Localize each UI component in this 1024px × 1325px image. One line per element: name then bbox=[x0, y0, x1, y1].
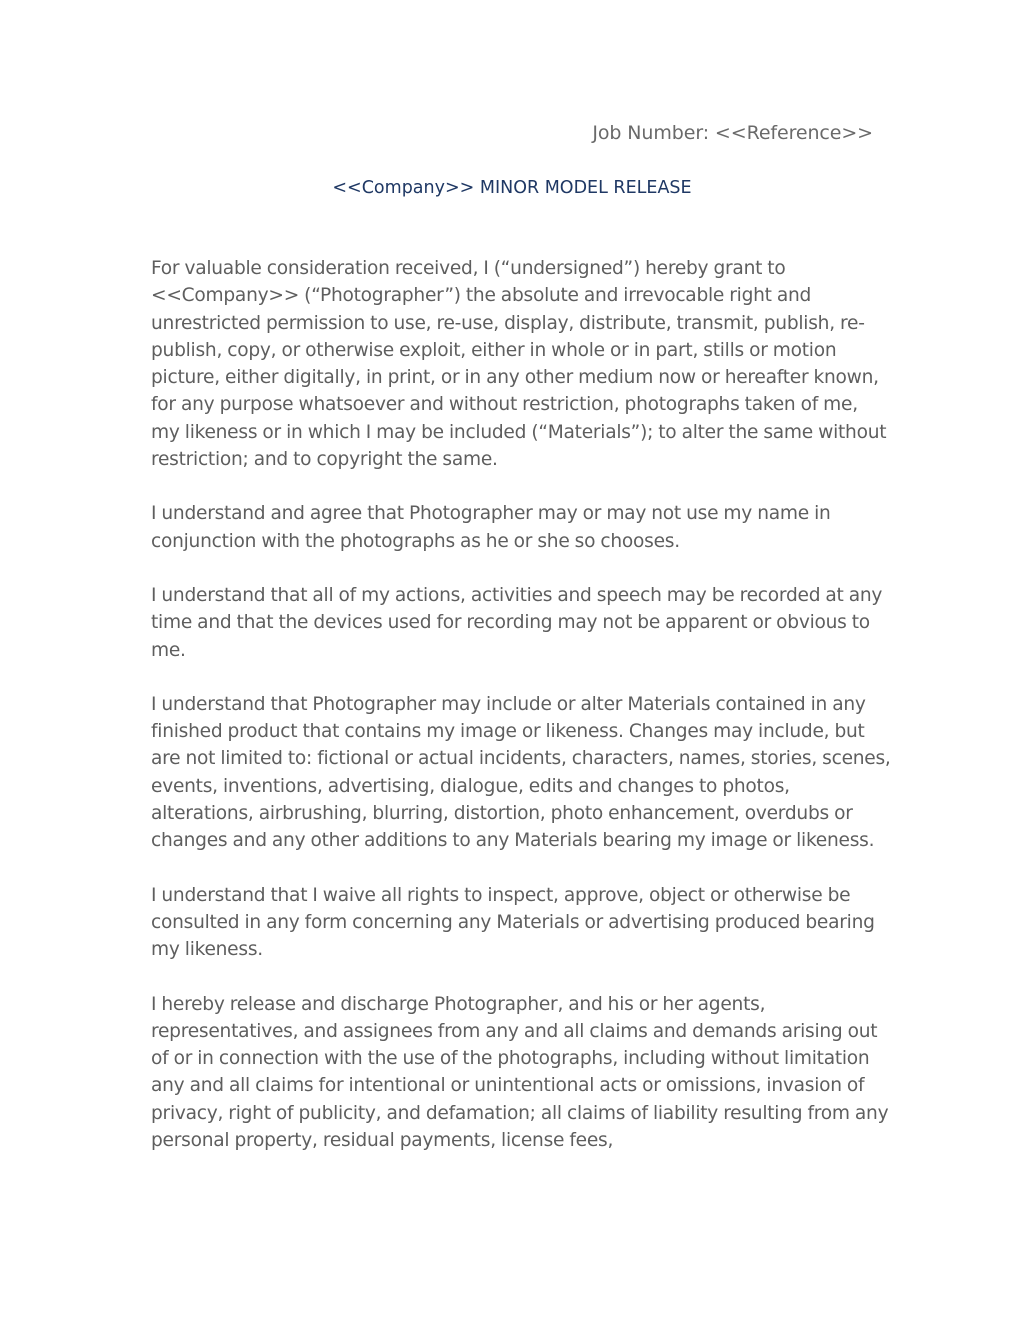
paragraph-release: I hereby release and discharge Photographer, and his or her agents, representatives, and assignees from any and all claims and demands arising out of or in connection with the use of the photographs, including without limitation any and all claims for intentional or unintentional acts or omissions, invasion of privacy, right of publicity, and defamation; all claims of liability resulting from any personal property, residual payments, license fees, bbox=[151, 993, 889, 1152]
document-body bbox=[151, 255, 891, 1181]
document-title: <<Company>> MINOR MODEL RELEASE bbox=[332, 178, 692, 198]
paragraph-waiver: I understand that I waive all rights to inspect, approve, object or otherwise be consulted in any form concerning any Materials or advertising produced bearing my likeness. bbox=[151, 884, 875, 961]
paragraph-recording: I understand that all of my actions, activities and speech may be recorded at any time and that the devices used for recording may not be apparent or obvious to me. bbox=[151, 584, 883, 661]
paragraph-grant: For valuable consideration received, I (“undersigned”) hereby grant to <<Company>> (“Photographer”) the absolute and irrevocable right and unrestricted permission to use, re-use, display, distribute, transmit, publish, re-publish, copy, or otherwise exploit, either in whole or in part, stills or motion picture, either digitally, in print, or in any other medium now or hereafter known, for any purpose whatsoever and without restriction, photographs taken of me, my likeness or in which I may be included (“Materials”); to alter the same without restriction; and to copyright the same. bbox=[151, 258, 887, 471]
job-number: Job Number: <<Reference>> bbox=[592, 122, 873, 144]
paragraph-alterations: I understand that Photographer may include or alter Materials contained in any finished product that contains my image or likeness. Changes may include, but are not limited to: fictional or actual incidents, characters, names, stories, scenes, events, inventions, advertising, dialogue, edits and changes to photos, alterations, airbrushing, blurring, distortion, photo enhancement, overdubs or changes and any other additions to any Materials bearing my image or likeness. bbox=[151, 693, 891, 852]
paragraph-name-use: I understand and agree that Photographer may or may not use my name in conjunction with the photographs as he or she so chooses. bbox=[151, 503, 831, 552]
